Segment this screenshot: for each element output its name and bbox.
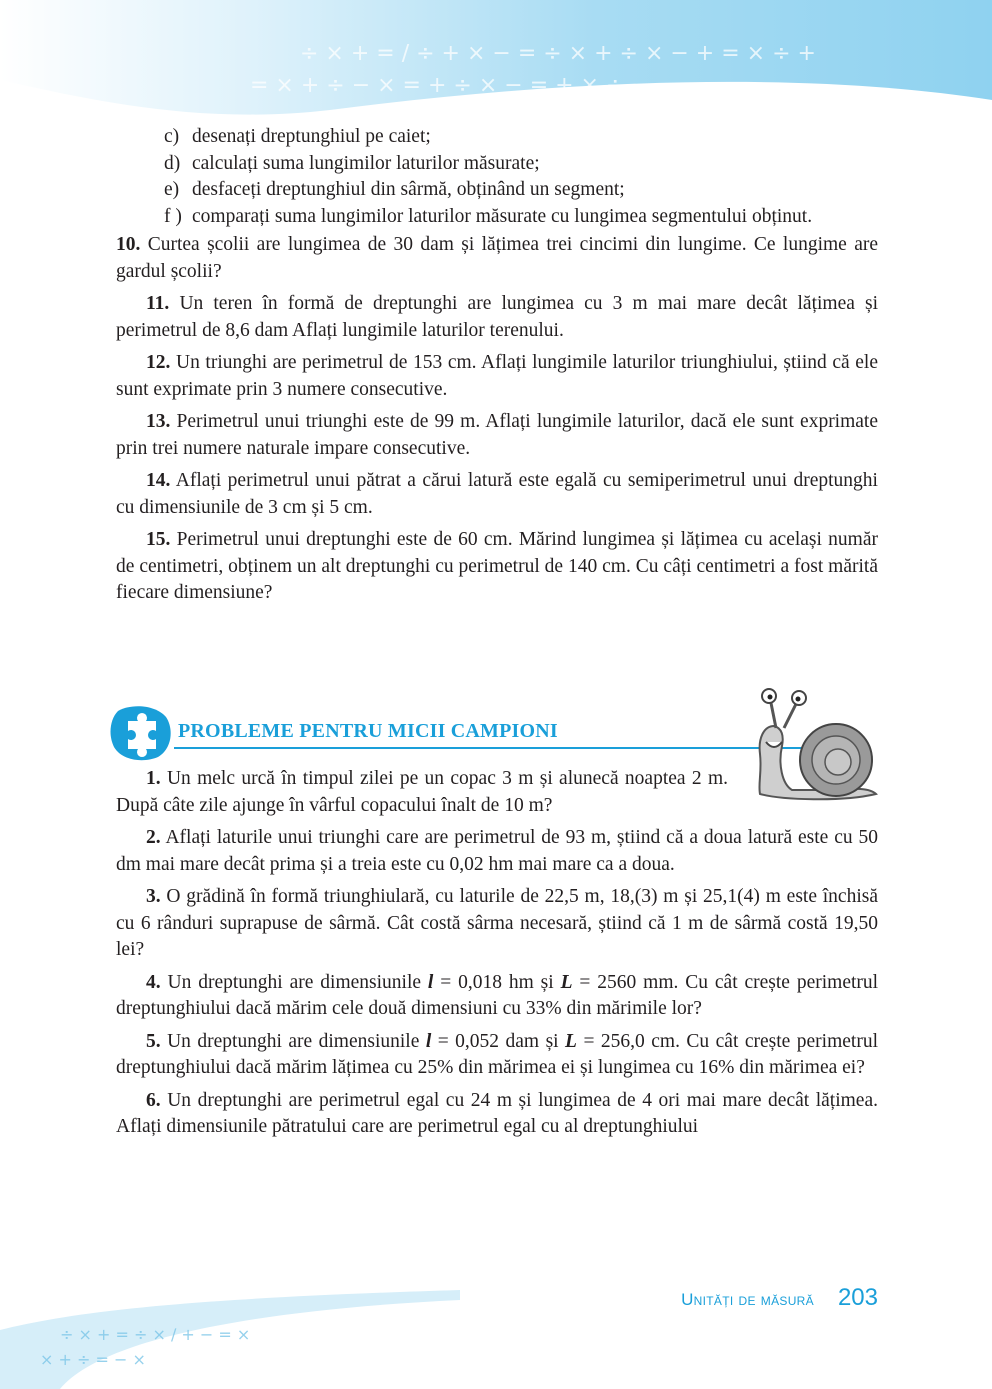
section-title: PROBLEME PENTRU MICII CAMPIONI [178, 720, 558, 742]
page-footer [681, 1284, 878, 1312]
variable-l: l [425, 1030, 432, 1052]
problem-number: 11. [146, 293, 170, 314]
problem-text: Aflați perimetrul unui pătrat a cărui latură este egală cu semiperimetrul unui dreptunghi cu dimensiunile de 3 cm și 5 cm. [116, 470, 878, 518]
problem-number: 2. [146, 827, 161, 848]
champion-problem-6 [116, 1088, 878, 1141]
problem-text: Un melc urcă în timpul zilei pe un copac 3 m și alunecă noaptea 2 m. După câte zile ajunge în vârful copacului înalt de 10 m? [116, 768, 728, 816]
sub-item: c) desenați dreptunghiul pe caiet; [164, 126, 431, 147]
svg-text:÷ × + = ÷ × ∕ + − = ×: ÷ × + = ÷ × ∕ + − = × [60, 1325, 251, 1344]
problem-11 [116, 291, 878, 344]
svg-text:= × + ÷ − × = + ÷ × − = + × ÷: = × + ÷ − × = + ÷ × − = + × ÷ [250, 73, 625, 98]
svg-text:× + ÷ = − ×: × + ÷ = − × [40, 1350, 146, 1369]
champion-problem-4: 4. Un dreptunghi are dimensiunile l = 0,018 hm și L = 2560 mm. Cu cât crește perimetrul dreptunghiului dacă mărim cele două dimensiuni cu 33% din mărimile lor? [116, 971, 879, 1019]
problem-text: Aflați laturile unui triunghi care are perimetrul de 93 m, știind că a doua latură este cu 50 dm mai mare decât prima și a treia este cu 0,02 hm mai mare ca a doua. [116, 827, 878, 875]
problem-text: Un triunghi are perimetrul de 153 cm. Aflați lungimile laturilor triunghiului, știind că ele sunt exprimate prin 3 numere consecutive. [116, 352, 879, 400]
problem-15 [116, 527, 878, 607]
problem-text: Curtea școlii are lungimea de 30 dam și lățimea trei cincimi din lungime. Ce lungime are gardul școlii? [116, 234, 878, 282]
problem-12 [116, 350, 878, 403]
problem-number: 13. [146, 411, 171, 432]
section-heading [108, 703, 748, 753]
sub-item: f ) comparați suma lungimilor laturilor măsurate cu lungimea segmentului obținut. [164, 205, 813, 227]
problem-13 [116, 409, 878, 462]
problem-number: 12. [146, 352, 171, 373]
header-decoration [0, 0, 992, 130]
variable-l: l [427, 971, 434, 993]
variable-L: L [565, 1030, 577, 1052]
champion-problem-2 [116, 825, 878, 878]
problem-number: 4. [146, 971, 161, 993]
problem-number: 15. [146, 529, 171, 550]
sub-item: d) calculați suma lungimilor laturilor măsurate; [164, 152, 540, 174]
sub-item: e) desfaceți dreptunghiul din sârmă, obținând un segment; [164, 179, 625, 200]
problem-text: Un dreptunghi are perimetrul egal cu 24 m și lungimea de 4 ori mai mare decât lățimea. Aflați dimensiunile pătratului care are perimetrul egal cu al dreptunghiului [116, 1089, 878, 1137]
problem-number: 3. [146, 886, 161, 907]
problem-text: Un teren în formă de dreptunghi are lungimea cu 3 m mai mare decât lățimea și perimetrul de 8,6 dam Aflați lungimile laturilor terenului. [116, 293, 878, 341]
champion-problem-1 [116, 766, 728, 819]
champion-problems [116, 766, 878, 1147]
problem-number: 1. [146, 768, 161, 789]
problem-text: Perimetrul unui triunghi este de 99 m. Aflați lungimile laturilor, dacă ele sunt exprimate prin trei numere naturale impare consecutive. [116, 411, 879, 459]
problem-10 [116, 232, 878, 285]
exercise-list [116, 124, 878, 613]
champion-problem-5: 5. Un dreptunghi are dimensiunile l = 0,052 dam și L = 256,0 cm. Cu cât crește perimetrul dreptunghiului dacă mărim lățimea cu 25% din mărimea ei și lungimea cu 16% din mărimea ei? [116, 1030, 878, 1078]
problem-text: O grădină în formă triunghiulară, cu laturile de 22,5 m, 18,(3) m și 25,1(4) m este închisă cu 6 rânduri suprapuse de sârmă. Cât costă sârma necesară, știind că 1 m de sârmă costă 19,50 lei? [116, 886, 878, 960]
variable-L: L [560, 971, 573, 993]
svg-text:÷ × + = ∕ ÷ + × − = ÷ × + ÷ ×: ÷ × + = ∕ ÷ + × − = ÷ × + ÷ × − + = × ÷ + [300, 41, 816, 66]
champion-problem-3 [116, 884, 878, 964]
problem-number: 14. [146, 470, 171, 491]
footer-decoration [0, 1270, 460, 1389]
chapter-title: Unități de măsură [681, 1290, 814, 1309]
puzzle-icon [108, 703, 174, 763]
problem-14 [116, 468, 878, 521]
problem-text: Perimetrul unui dreptunghi este de 60 cm. Mărind lungimea și lățimea cu același număr de centimetri, obținem un alt dreptunghi cu perimetrul de 140 cm. Cu câți centimetri a fost mărită fiecare dimensiune? [116, 529, 879, 603]
page-number: 203 [837, 1284, 878, 1311]
problem-number: 6. [146, 1089, 161, 1111]
section-rule [174, 747, 848, 749]
problem-number: 10. [116, 234, 141, 255]
problem-number: 5. [146, 1030, 161, 1052]
